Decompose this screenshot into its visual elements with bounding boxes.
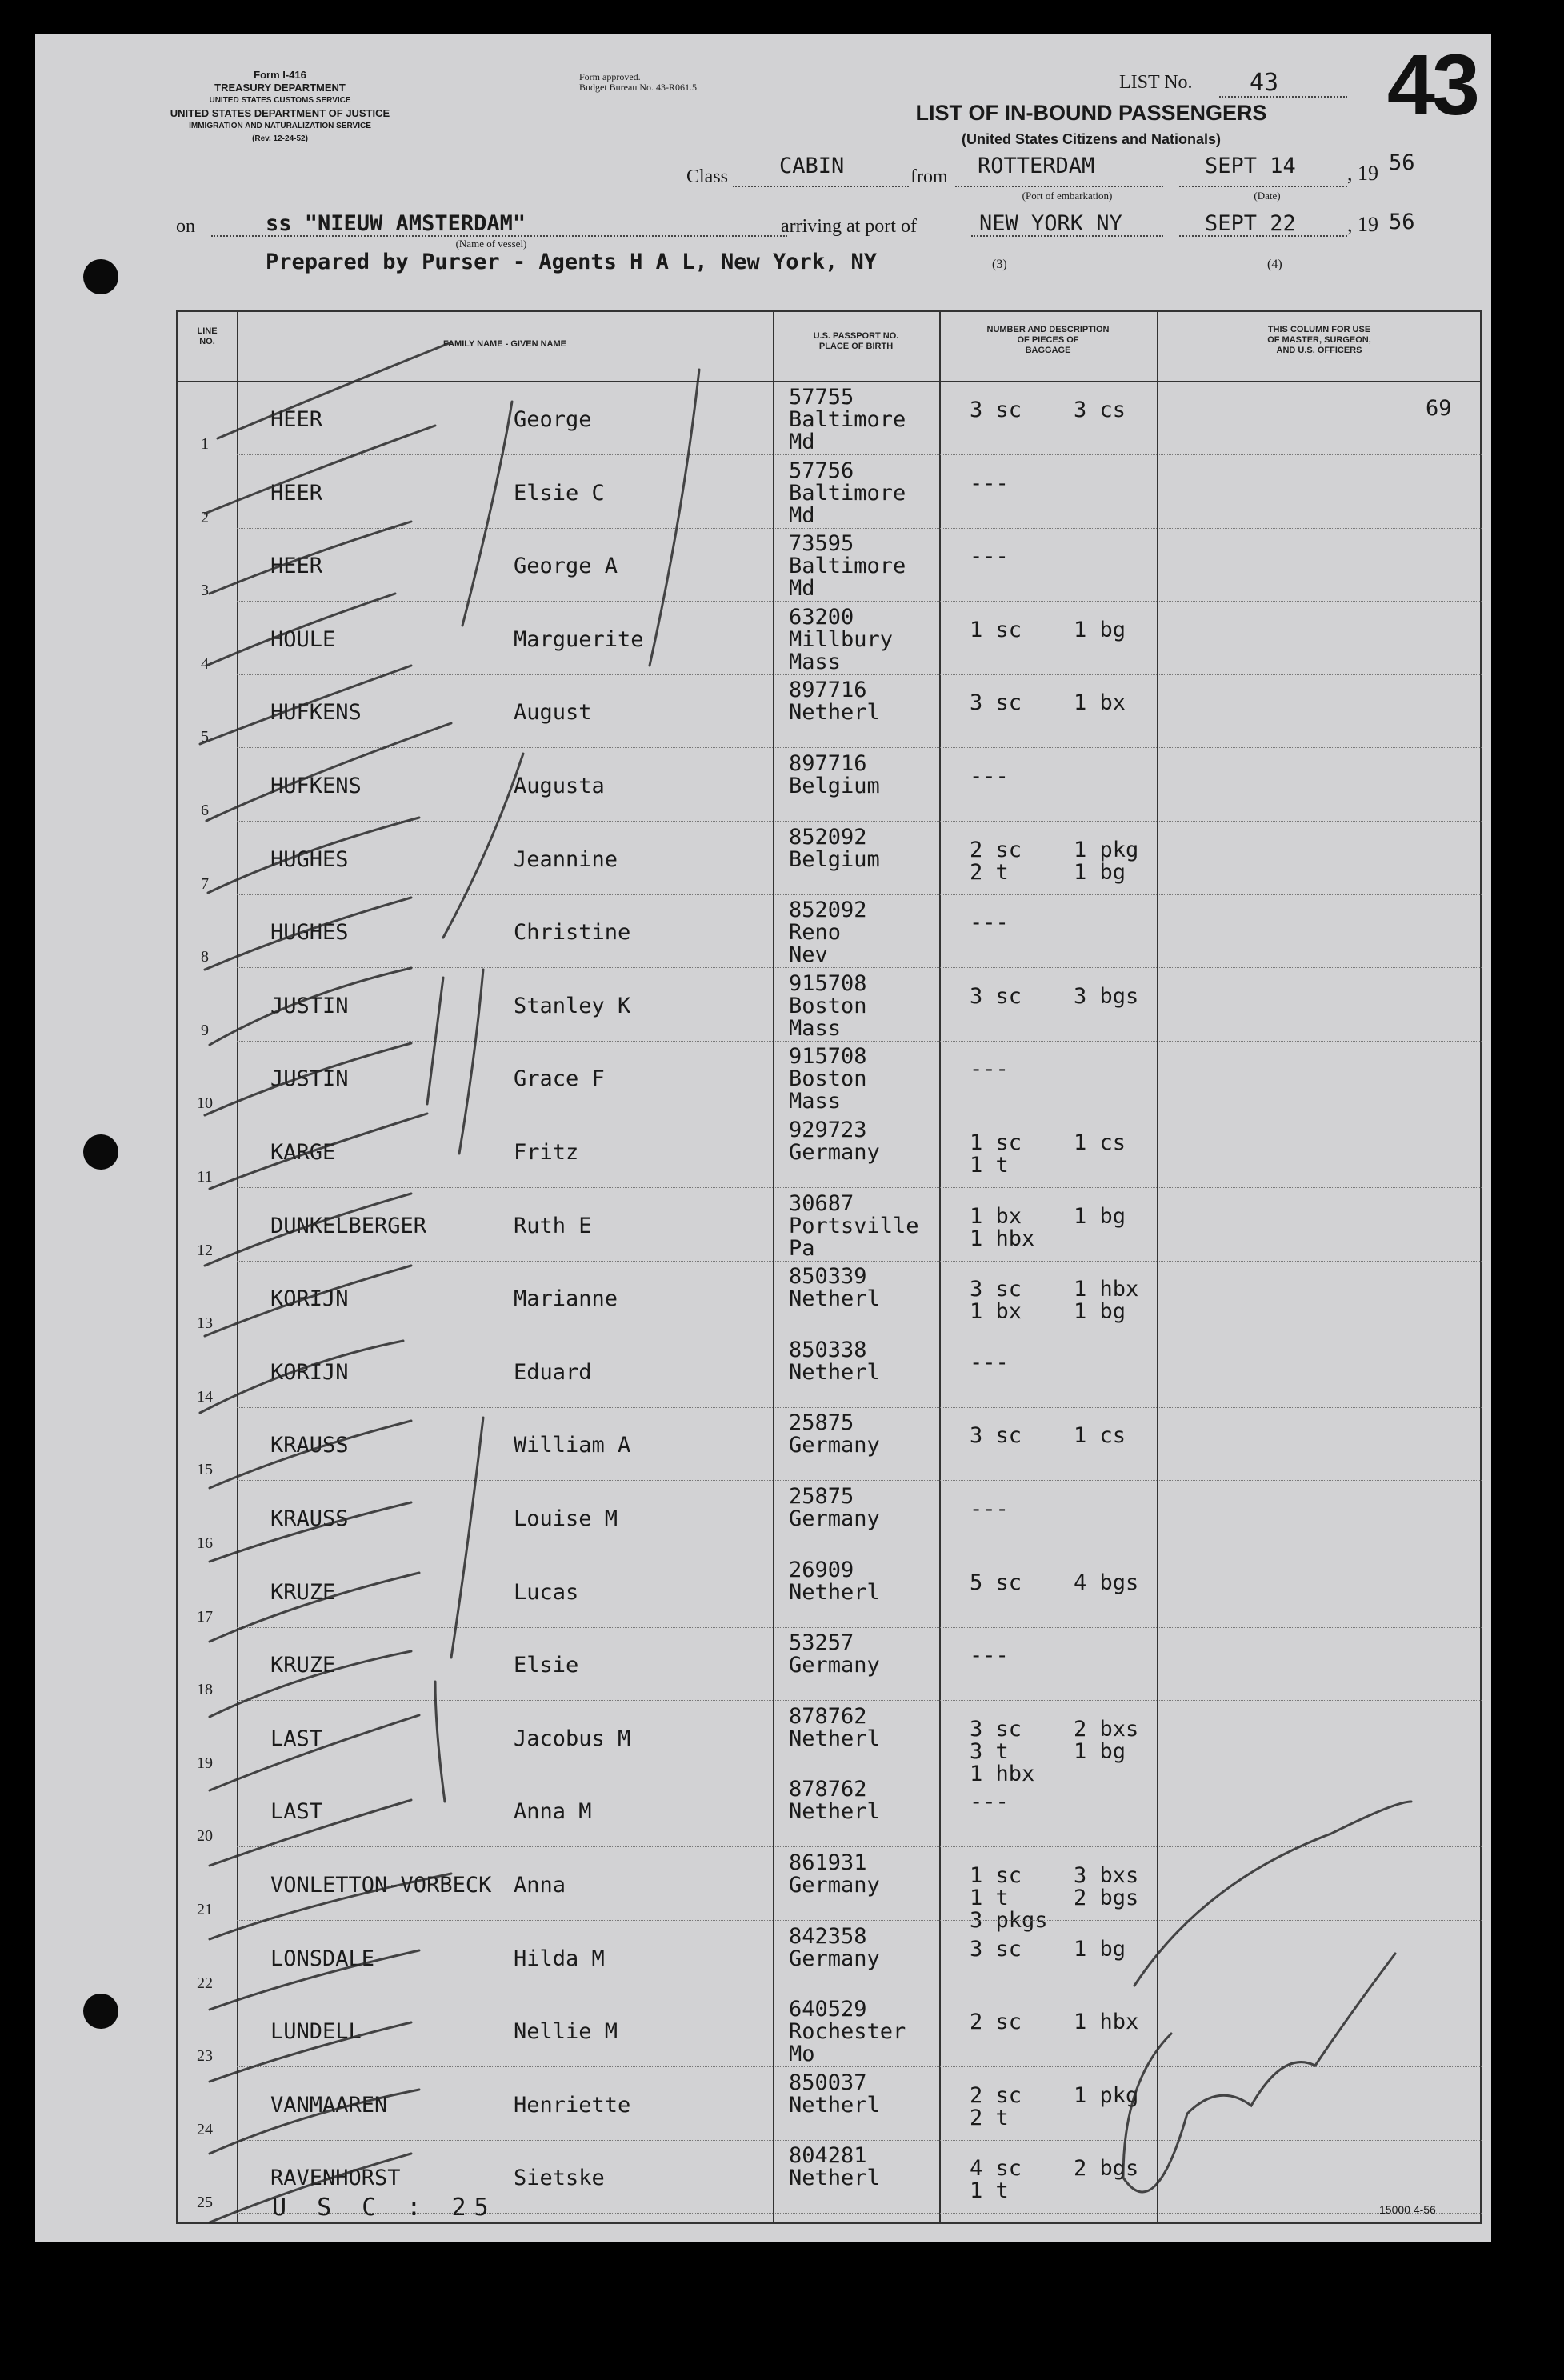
given-name: Louise M: [514, 1506, 618, 1531]
baggage-item: 2 bgs: [1074, 2156, 1139, 2182]
birth-place-state: Nev: [789, 942, 828, 968]
arrival-port: NEW YORK NY: [979, 211, 1122, 236]
family-name: KORIJN: [270, 1286, 349, 1312]
birth-place: Netherl: [789, 1799, 880, 1825]
given-name: George A: [514, 554, 618, 579]
vessel-caption: (Name of vessel): [455, 238, 527, 250]
baggage-item: 1 bg: [1074, 1936, 1126, 1962]
form-code: 15000 4-56: [1379, 2203, 1436, 2216]
line-number: 20: [197, 1827, 213, 1846]
given-name: Fritz: [514, 1140, 579, 1165]
family-name: KORIJN: [270, 1359, 349, 1385]
birth-place: Belgium: [789, 774, 880, 798]
birth-place: Netherl: [789, 2166, 880, 2191]
corner-list-number: 43: [1386, 36, 1477, 133]
baggage-item: 2 sc: [970, 2082, 1022, 2108]
birth-place: Belgium: [789, 846, 880, 872]
baggage-item: ---: [970, 764, 1009, 789]
family-name: HEER: [270, 480, 323, 506]
passport-number: 53257: [789, 1630, 854, 1656]
birth-place: Germany: [789, 1433, 880, 1458]
passport-number: 850339: [789, 1264, 867, 1290]
family-name: HUGHES: [270, 920, 349, 946]
baggage-item: 4 bgs: [1074, 1570, 1139, 1595]
line-number: 4: [201, 654, 209, 673]
family-name: JUSTIN: [270, 1066, 349, 1092]
baggage-item: 1 bx: [1074, 690, 1126, 716]
given-name: Stanley K: [514, 993, 631, 1018]
baggage-item: 3 sc: [970, 983, 1022, 1009]
departure-year-prefix: , 19: [1347, 162, 1378, 185]
justice-dept: UNITED STATES DEPARTMENT OF JUSTICE: [170, 107, 390, 119]
birth-place: Germany: [789, 1140, 880, 1165]
passport-number: 26909: [789, 1557, 854, 1582]
given-name: Anna M: [514, 1799, 592, 1825]
date-caption: (Date): [1254, 190, 1281, 202]
birth-place-state: Md: [789, 430, 815, 454]
baggage-item: 2 bxs: [1074, 1716, 1139, 1742]
family-name: HEER: [270, 554, 323, 579]
birth-place: Germany: [789, 1506, 880, 1531]
baggage-item: 1 t: [970, 2178, 1009, 2204]
given-name: Lucas: [514, 1579, 579, 1605]
baggage-item: 3 bxs: [1074, 1863, 1139, 1888]
from-label: from: [910, 166, 948, 187]
passport-number: 915708: [789, 970, 867, 996]
birth-place: Netherl: [789, 1579, 880, 1605]
family-name: VONLETTON-VORBECK: [270, 1873, 492, 1898]
customs-service: UNITED STATES CUSTOMS SERVICE: [209, 96, 351, 105]
approved-text: Form approved.: [579, 71, 641, 82]
birth-place-state: Mass: [789, 1015, 842, 1041]
given-name: Jacobus M: [514, 1726, 631, 1751]
birth-place-state: Mass: [789, 649, 842, 674]
arrival-year: 56: [1389, 210, 1415, 234]
line-number: 25: [197, 2194, 213, 2212]
line-number: 5: [201, 728, 209, 746]
line-number: 21: [197, 1901, 213, 1918]
birth-place-state: Md: [789, 576, 815, 602]
departure-year: 56: [1389, 150, 1415, 175]
baggage-item: 3 t: [970, 1738, 1009, 1764]
passport-number: 852092: [789, 824, 867, 850]
line-number: 19: [197, 1754, 213, 1772]
line-number: 10: [197, 1094, 213, 1113]
baggage-item: 3 sc: [970, 1716, 1022, 1742]
line-number: 7: [201, 874, 209, 893]
birth-place: Netherl: [789, 1726, 880, 1751]
passport-number: 897716: [789, 751, 867, 776]
prepared-by: Prepared by Purser - Agents H A L, New York, NY: [266, 250, 878, 274]
header-officers-text: THIS COLUMN FOR USE OF MASTER, SURGEON, AND U.S. OFFICERS: [1267, 325, 1371, 355]
given-name: Hilda M: [514, 1946, 605, 1971]
line-number: 13: [197, 1314, 213, 1333]
baggage-item: 1 sc: [970, 617, 1022, 642]
family-name: KRAUSS: [270, 1433, 349, 1458]
passport-number: 861931: [789, 1850, 867, 1875]
pencil-marks: [35, 34, 1491, 2242]
baggage-item: 2 t: [970, 859, 1009, 885]
birth-place: Millbury: [789, 626, 894, 652]
baggage-item: 4 sc: [970, 2156, 1022, 2182]
line-number: 8: [201, 948, 209, 966]
line-number: 6: [201, 802, 209, 819]
baggage-item: 1 pkg: [1074, 837, 1139, 862]
passport-number: 30687: [789, 1190, 854, 1216]
passport-number: 25875: [789, 1484, 854, 1509]
arriving-label: arriving at port of: [781, 216, 917, 237]
passport-number: 804281: [789, 2143, 867, 2169]
family-name: KARGE: [270, 1140, 336, 1165]
line-number: 18: [197, 1681, 213, 1699]
passport-number: 915708: [789, 1044, 867, 1070]
passport-number: 57755: [789, 385, 854, 410]
manifest-sheet: [35, 34, 1491, 2242]
baggage-item: ---: [970, 470, 1009, 496]
class-label: Class: [686, 166, 729, 187]
passport-number: 897716: [789, 678, 867, 703]
given-name: Marguerite: [514, 626, 644, 652]
family-name: LONSDALE: [270, 1946, 375, 1971]
column-note-4: (4): [1267, 258, 1282, 271]
baggage-item: ---: [970, 1497, 1009, 1522]
line-number: 17: [197, 1607, 213, 1626]
list-number-value: 43: [1250, 69, 1279, 97]
baggage-item: 3 pkgs: [970, 1908, 1048, 1933]
baggage-item: 1 bg: [1074, 859, 1126, 885]
birth-place-state: Mo: [789, 2042, 815, 2067]
family-name: DUNKELBERGER: [270, 1213, 427, 1238]
form-title: LIST OF IN-BOUND PASSENGERS: [915, 101, 1267, 125]
given-name: Augusta: [514, 774, 605, 798]
given-name: Jeannine: [514, 846, 618, 872]
passport-number: 878762: [789, 1777, 867, 1802]
baggage-item: ---: [970, 910, 1009, 936]
baggage-item: ---: [970, 1350, 1009, 1375]
baggage-item: 2 sc: [970, 2010, 1022, 2035]
ins-service: IMMIGRATION AND NATURALIZATION SERVICE: [189, 122, 371, 130]
baggage-item: 3 sc: [970, 1423, 1022, 1449]
line-number: 15: [197, 1461, 213, 1479]
baggage-item: 1 t: [970, 1886, 1009, 1910]
given-name: Grace F: [514, 1066, 605, 1092]
passport-number: 842358: [789, 1923, 867, 1949]
family-name: VANMAAREN: [270, 2092, 388, 2118]
given-name: Henriette: [514, 2092, 631, 2118]
baggage-item: 3 sc: [970, 398, 1022, 422]
given-name: Anna: [514, 1873, 566, 1898]
family-name: HEER: [270, 407, 323, 432]
baggage-item: 3 sc: [970, 1936, 1022, 1962]
line-number: 9: [201, 1021, 209, 1039]
passport-number: 63200: [789, 604, 854, 630]
baggage-item: 2 sc: [970, 837, 1022, 862]
family-name: LAST: [270, 1799, 323, 1825]
birth-place: Netherl: [789, 1286, 880, 1312]
baggage-item: 1 hbx: [970, 1226, 1035, 1251]
baggage-item: 3 sc: [970, 1277, 1022, 1302]
usc-total: U S C : 25: [272, 2194, 497, 2222]
revision-date: (Rev. 12-24-52): [252, 134, 308, 143]
baggage-item: 1 bg: [1074, 1203, 1126, 1229]
birth-place-state: Md: [789, 502, 815, 528]
baggage-item: 1 hbx: [1074, 1277, 1139, 1302]
passport-number: 57756: [789, 458, 854, 483]
given-name: William A: [514, 1433, 631, 1458]
passport-number: 878762: [789, 1703, 867, 1729]
line-number: 24: [197, 2120, 213, 2138]
family-name: KRUZE: [270, 1579, 336, 1605]
baggage-item: ---: [970, 1643, 1009, 1669]
baggage-item: 1 t: [970, 1153, 1009, 1178]
passport-number: 25875: [789, 1410, 854, 1436]
birth-place: Baltimore: [789, 480, 906, 506]
baggage-item: 1 bg: [1074, 1738, 1126, 1764]
family-name: HUFKENS: [270, 774, 362, 798]
given-name: George: [514, 407, 592, 432]
baggage-item: 2 bgs: [1074, 1886, 1139, 1910]
line-number: 12: [197, 1241, 213, 1259]
birth-place: Netherl: [789, 1359, 880, 1385]
family-name: HUGHES: [270, 846, 349, 872]
family-name: HOULE: [270, 626, 336, 652]
family-name: LAST: [270, 1726, 323, 1751]
baggage-item: 1 bx: [970, 1299, 1022, 1325]
port-caption: (Port of embarkation): [1022, 190, 1113, 202]
family-name: KRAUSS: [270, 1506, 349, 1531]
baggage-item: 3 sc: [970, 690, 1022, 716]
line-number: 14: [197, 1387, 213, 1406]
family-name: RAVENHORST: [270, 2166, 401, 2191]
line-number: 23: [197, 2047, 213, 2066]
arrival-year-prefix: , 19: [1347, 213, 1378, 236]
given-name: Marianne: [514, 1286, 618, 1312]
list-number-label: LIST No.: [1119, 72, 1193, 93]
baggage-item: ---: [970, 544, 1009, 570]
baggage-item: 1 hbx: [1074, 2010, 1139, 2035]
line-number: 22: [197, 1974, 213, 1992]
birth-place: Netherl: [789, 700, 880, 726]
budget-bureau: Budget Bureau No. 43-R061.5.: [579, 82, 699, 93]
birth-place: Boston: [789, 993, 867, 1018]
on-label: on: [176, 216, 195, 237]
baggage-item: 1 cs: [1074, 1423, 1126, 1449]
given-name: Eduard: [514, 1359, 592, 1385]
passport-number: 73595: [789, 531, 854, 557]
line-number: 1: [201, 435, 209, 453]
given-name: Sietske: [514, 2166, 605, 2191]
given-name: Ruth E: [514, 1213, 592, 1238]
baggage-item: 1 bx: [970, 1203, 1022, 1229]
baggage-item: ---: [970, 1057, 1009, 1082]
birth-place-state: Mass: [789, 1089, 842, 1114]
family-name: KRUZE: [270, 1653, 336, 1678]
baggage-item: 2 t: [970, 2105, 1009, 2130]
vessel-name: ss "NIEUW AMSTERDAM": [266, 211, 526, 236]
birth-place-state: Pa: [789, 1235, 815, 1261]
birth-place: Baltimore: [789, 554, 906, 579]
column-note-3: (3): [992, 258, 1007, 271]
class-value: CABIN: [779, 154, 845, 178]
arrival-date: SEPT 22: [1205, 211, 1296, 236]
family-name: LUNDELL: [270, 2019, 362, 2045]
baggage-item: 1 pkg: [1074, 2082, 1139, 2108]
passport-number: 929723: [789, 1118, 867, 1142]
baggage-item: 3 cs: [1074, 398, 1126, 422]
baggage-item: 1 bg: [1074, 1299, 1126, 1325]
given-name: August: [514, 700, 592, 726]
line-number: 11: [197, 1168, 213, 1186]
officer-notation: 69: [1426, 396, 1452, 421]
passport-number: 852092: [789, 898, 867, 923]
line-number: 2: [201, 508, 209, 526]
passport-number: 850037: [789, 2070, 867, 2095]
family-name: HUFKENS: [270, 700, 362, 726]
header-baggage-text: NUMBER AND DESCRIPTION OF PIECES OF BAGGAGE: [986, 325, 1110, 355]
baggage-item: 1 sc: [970, 1863, 1022, 1888]
treasury-dept: TREASURY DEPARTMENT: [214, 82, 346, 94]
header-line-no-text: LINE NO.: [197, 326, 218, 346]
passport-number: 640529: [789, 1997, 867, 2022]
embarkation-port: ROTTERDAM: [978, 154, 1095, 178]
given-name: Elsie: [514, 1653, 579, 1678]
departure-date: SEPT 14: [1205, 154, 1296, 178]
given-name: Christine: [514, 920, 631, 946]
form-number: Form I-416: [254, 69, 306, 81]
birth-place: Rochester: [789, 2019, 906, 2045]
birth-place: Baltimore: [789, 407, 906, 432]
birth-place: Germany: [789, 1873, 880, 1898]
passport-number: 850338: [789, 1337, 867, 1362]
header-passport-text: U.S. PASSPORT NO. PLACE OF BIRTH: [813, 331, 899, 351]
form-subtitle: (United States Citizens and Nationals): [961, 131, 1222, 147]
baggage-item: 1 cs: [1074, 1130, 1126, 1155]
given-name: Elsie C: [514, 480, 605, 506]
birth-place: Reno: [789, 920, 842, 946]
birth-place: Germany: [789, 1946, 880, 1971]
baggage-item: 3 bgs: [1074, 983, 1139, 1009]
baggage-item: 5 sc: [970, 1570, 1022, 1595]
family-name: JUSTIN: [270, 993, 349, 1018]
baggage-item: 1 sc: [970, 1130, 1022, 1155]
line-number: 16: [197, 1534, 213, 1552]
birth-place: Portsville: [789, 1213, 919, 1238]
line-number: 3: [201, 582, 209, 600]
baggage-item: ---: [970, 1790, 1009, 1815]
birth-place: Boston: [789, 1066, 867, 1092]
baggage-item: 1 bg: [1074, 617, 1126, 642]
birth-place: Germany: [789, 1653, 880, 1678]
birth-place: Netherl: [789, 2092, 880, 2118]
header-name-text: FAMILY NAME - GIVEN NAME: [442, 339, 567, 349]
baggage-item: 1 hbx: [970, 1761, 1035, 1786]
given-name: Nellie M: [514, 2019, 618, 2045]
